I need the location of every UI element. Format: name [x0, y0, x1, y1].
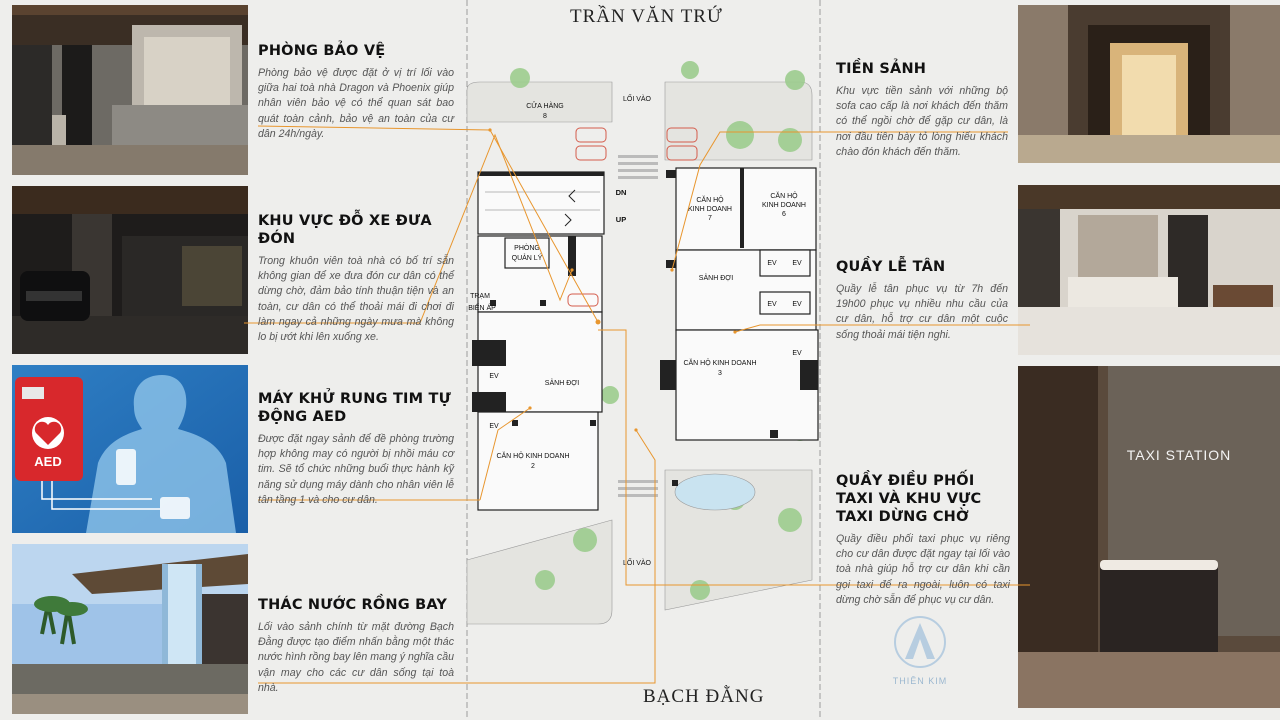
feature-title: TIỀN SẢNH — [836, 61, 927, 77]
feature-title: QUẦY ĐIỀU PHỐI TAXI VÀ KHU VỰC TAXI DỪNG CHỜ — [836, 473, 982, 525]
feature-title: MÁY KHỬ RUNG TIM TỰ ĐỘNG AED — [258, 391, 451, 425]
thien-kim-logo-icon — [893, 615, 947, 669]
plan-label-entrance-bottom: LỐI VÀO — [622, 560, 652, 567]
plan-label-ev-2: EV — [489, 423, 499, 430]
plan-label-ev-7: EV — [792, 350, 802, 357]
feature-desc: Khu vực tiền sảnh với những bộ sofa cao cấp là nơi khách đến thăm có thể ngồi chờ để gặp cư dân, là nơi đầu tiên bày tỏ lòng hiếu khách chào đón khách đến thăm. — [836, 85, 1008, 158]
brand-logo — [880, 615, 960, 686]
feature-aed — [258, 390, 454, 508]
feature-title: PHÒNG BẢO VỆ — [258, 43, 386, 59]
plan-label-shop2-1: CĂN HỘ KINH DOANH — [496, 453, 570, 460]
plan-label-ev-6: EV — [792, 301, 802, 308]
plan-label-lobby-right: SẢNH ĐỢI — [698, 275, 734, 282]
taxi-station-sign: TAXI STATION — [1126, 447, 1232, 463]
plan-label-store-no: 8 — [543, 113, 547, 120]
plan-label-entrance-top: LỐI VÀO — [622, 96, 652, 103]
feature-title: QUẦY LỄ TÂN — [836, 259, 946, 275]
plan-label-shop7-3: 7 — [708, 215, 712, 222]
feature-reception — [836, 258, 1008, 343]
road-bottom-label: BẠCH ĐẰNG — [643, 686, 765, 707]
plan-label-up: UP — [615, 215, 627, 224]
plan-label-ev-5: EV — [767, 301, 777, 308]
aed-label: AED — [34, 454, 62, 469]
feature-desc: Lối vào sảnh chính từ mặt đường Bạch Đằng được tạo điểm nhấn bằng một thác nước hình rồng bay lên mang ý nghĩa cầu vận may cho các cư dân sống tại toà nhà. — [258, 621, 454, 694]
feature-pre-lobby — [836, 60, 1008, 160]
plan-label-lobby-left: SẢNH ĐỢI — [544, 380, 580, 387]
road-top-label: TRẦN VĂN TRỨ — [570, 6, 723, 27]
feature-desc: Quầy điều phối taxi phục vụ riêng cho cư dân được đặt ngay tại lối vào toà nhà giúp hỗ trợ cư dân khi cần gọi taxi để ra ngoài, luôn có taxi dừng chờ sẵn để phục vụ cư dân. — [836, 533, 1010, 606]
feature-desc: Được đặt ngay sảnh để đề phòng trường hợp không may có người bị nhồi máu cơ tim. Sẽ tổ chức những buổi thực hành kỹ năng sử dụng máy dành cho nhân viên lễ tân tầng 1 và cho cư dân. — [258, 433, 454, 506]
plan-label-shop7-2: KINH DOANH — [688, 206, 732, 213]
plan-label-shop2-2: 2 — [531, 463, 535, 470]
plan-label-shop7-1: CĂN HỘ — [696, 197, 724, 204]
plan-label-ev-4: EV — [792, 260, 802, 267]
feature-title: KHU VỰC ĐỖ XE ĐƯA ĐÓN — [258, 213, 432, 247]
logo-text: THIÊN KIM — [892, 676, 948, 686]
plan-label-ev-1: EV — [489, 373, 499, 380]
plan-label-substation-2: BIẾN ÁP — [468, 305, 496, 312]
feature-security-room — [258, 42, 454, 142]
feature-desc: Quầy lễ tân phục vụ từ 7h đến 19h00 phục vụ nhiều nhu cầu của cư dân, hỗ trợ cư dân một cuộc sống thoải mái tiện nghi. — [836, 283, 1008, 341]
plan-label-mgmt-2: QUẢN LÝ — [511, 255, 543, 262]
plan-label-substation-1: TRẠM — [470, 293, 490, 300]
plan-label-store: CỬA HÀNG — [526, 103, 564, 110]
plan-label-ev-3: EV — [767, 260, 777, 267]
plan-label-shop6-3: 6 — [782, 211, 786, 218]
plan-label-shop3-2: 3 — [718, 370, 722, 377]
plan-label-shop6-2: KINH DOANH — [762, 202, 806, 209]
feature-desc: Trong khuôn viên toà nhà có bố trí sẵn không gian để xe đưa đón cư dân có thể dừng chờ, đảm bảo tính thuận tiện và an toàn, cư dân có thể thoải mái đi chơi đi làm ngay cả những ngày mưa mà không lo bị ướt khi lên xuống xe. — [258, 255, 454, 344]
feature-title: THÁC NƯỚC RỒNG BAY — [258, 597, 448, 613]
feature-desc: Phòng bảo vệ được đặt ở vị trí lối vào giữa hai toà nhà Dragon và Phoenix giúp nhân viên bảo vệ có thể quan sát bao quát toàn cảnh, bảo vệ an toàn của cư dân 24h/ngày. — [258, 67, 454, 140]
feature-taxi — [836, 472, 1010, 608]
feature-pickup-parking — [258, 212, 454, 345]
plan-label-mgmt-1: PHÒNG — [514, 245, 540, 252]
plan-label-dn: DN — [615, 188, 627, 197]
plan-label-shop3-1: CĂN HỘ KINH DOANH — [683, 360, 757, 367]
plan-label-shop6-1: CĂN HỘ — [770, 193, 798, 200]
feature-dragon-waterfall — [258, 596, 454, 696]
